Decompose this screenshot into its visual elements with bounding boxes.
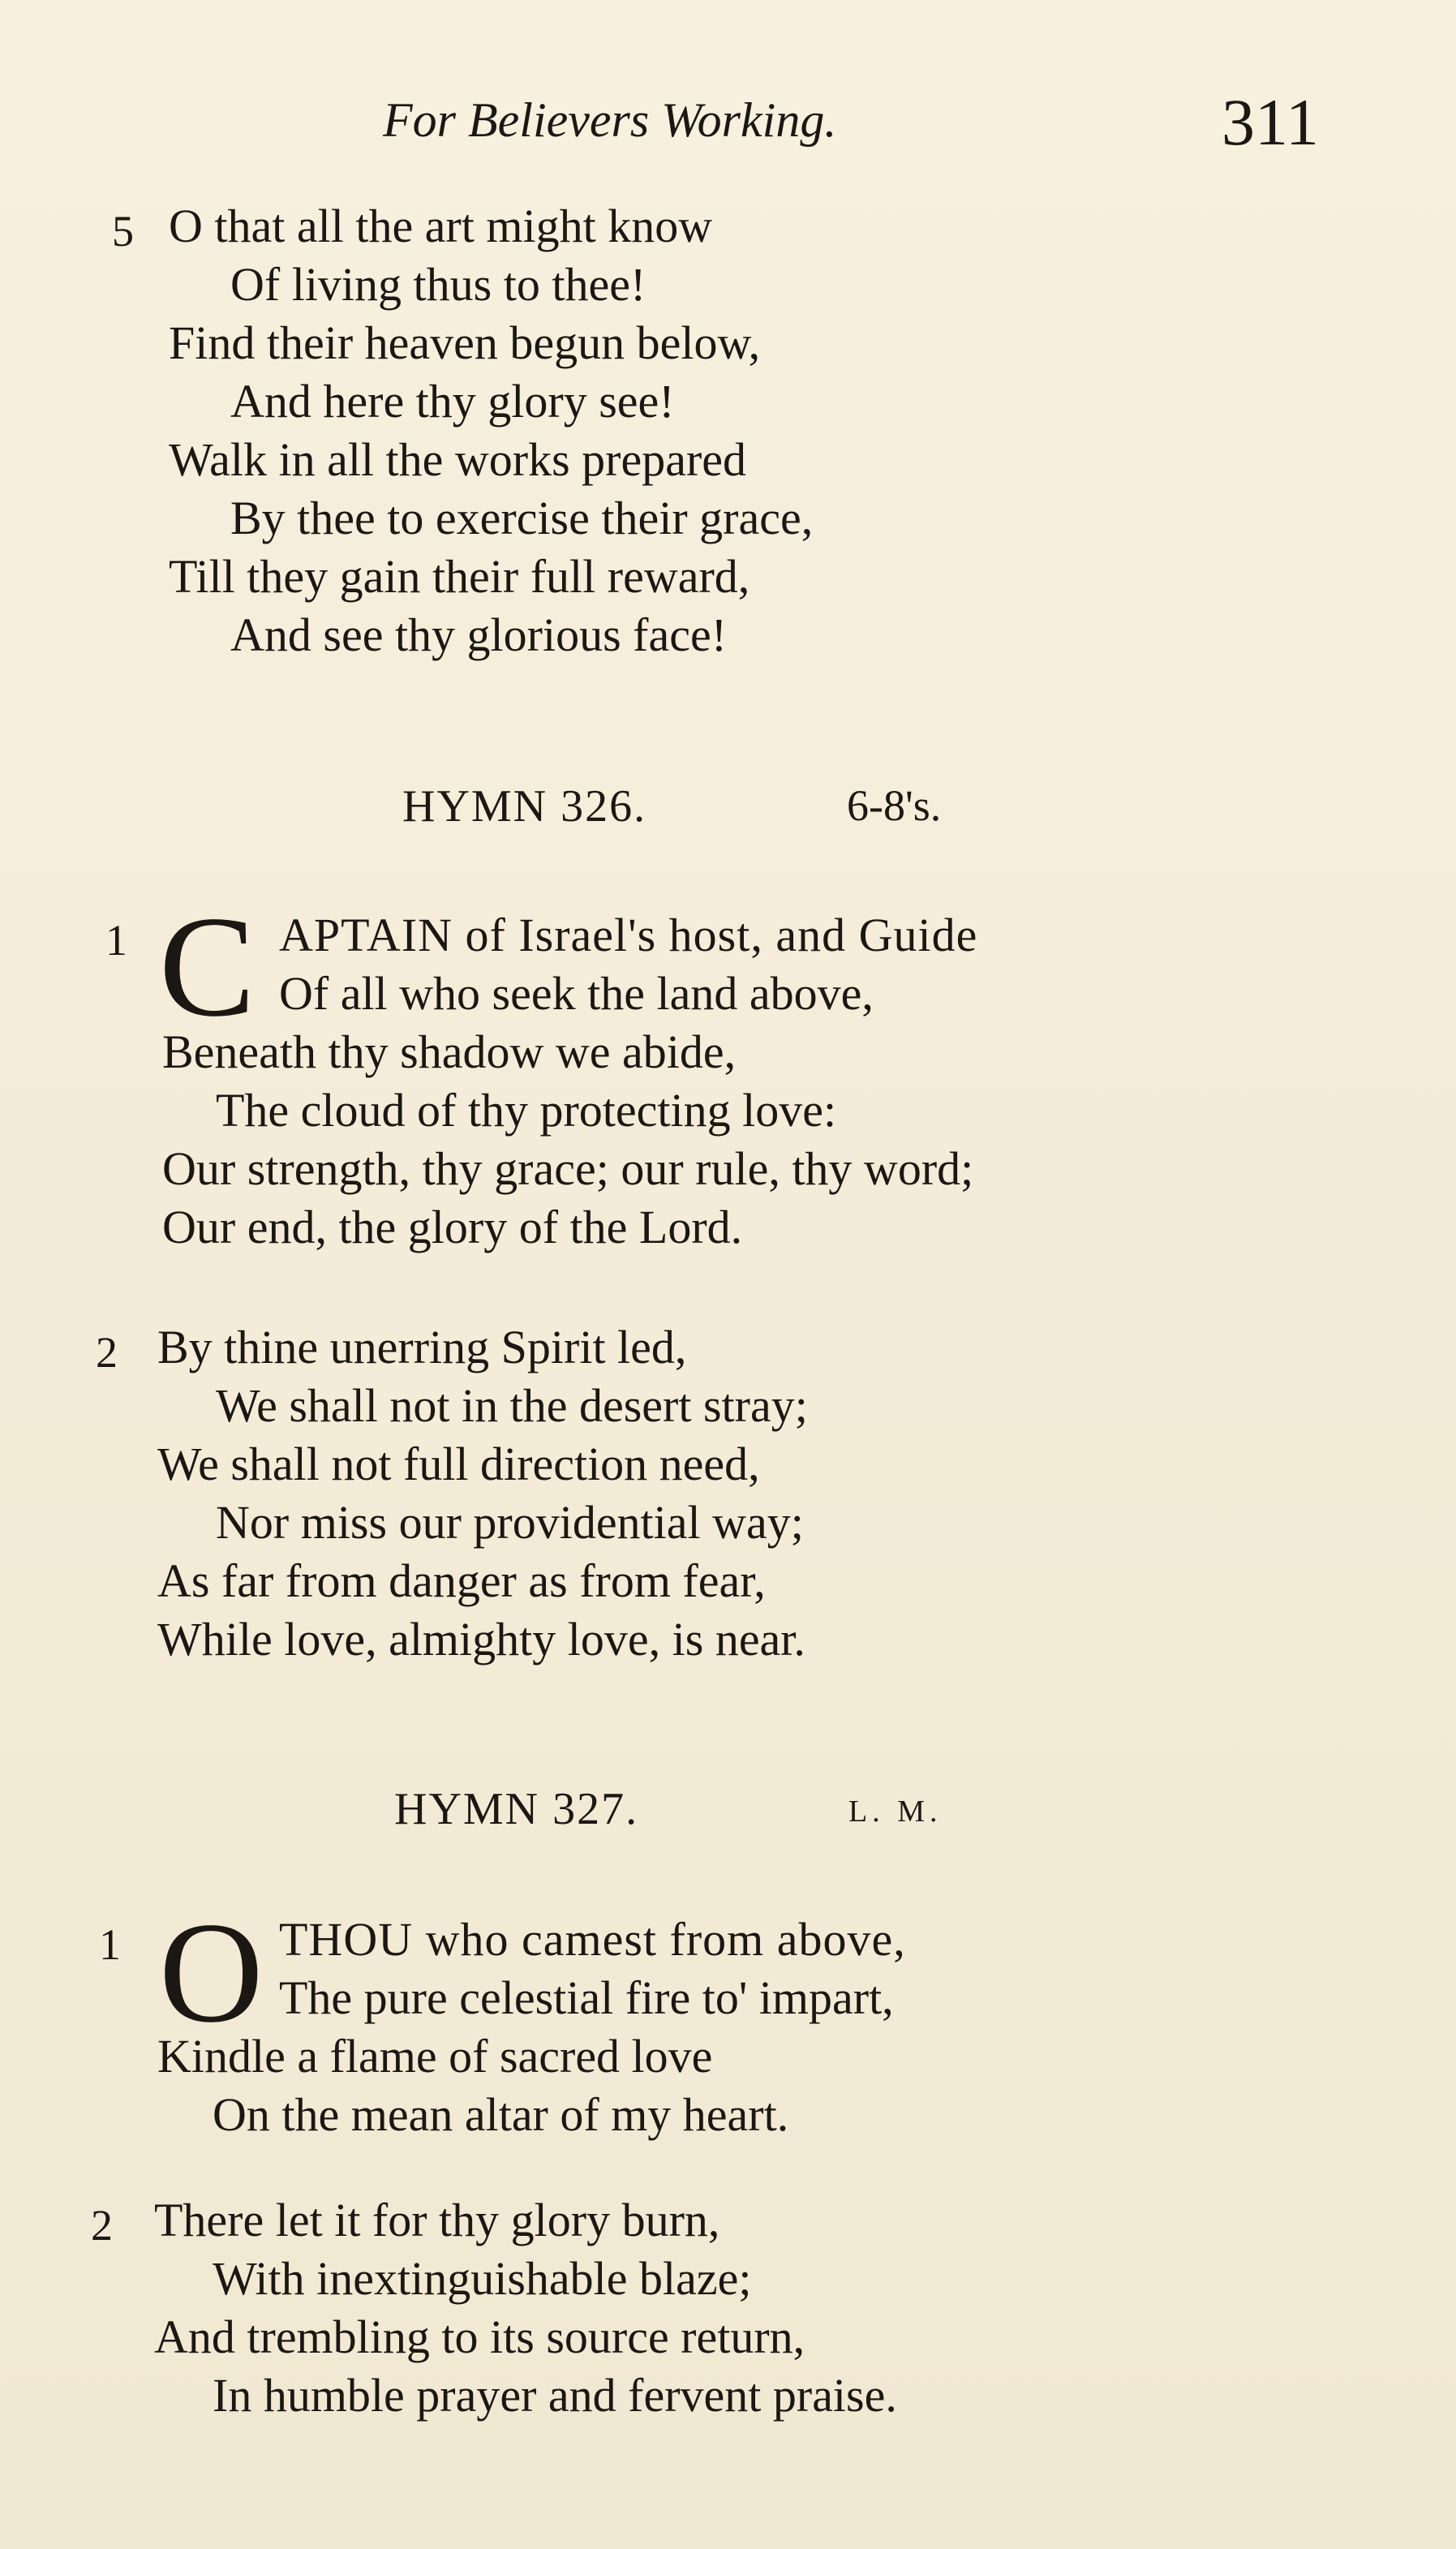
verse-line: And trembling to its source return, — [154, 2310, 805, 2363]
verse-line: The cloud of thy protecting love: — [216, 1084, 837, 1137]
verse-line: Find their heaven begun below, — [169, 316, 761, 369]
verse-line: As far from danger as from fear, — [157, 1554, 766, 1607]
verse-line: THOU who camest from above, — [279, 1913, 906, 1966]
hymn-title: HYMN 327. — [394, 1784, 639, 1834]
verse-line: While love, almighty love, is near. — [157, 1613, 805, 1666]
verse-line: Walk in all the works prepared — [169, 433, 747, 486]
stanza-number: 5 — [112, 207, 134, 256]
verse-line: With inextinguishable blaze; — [213, 2252, 752, 2305]
verse-line: Of living thus to thee! — [230, 258, 646, 311]
verse-line: Of all who seek the land above, — [279, 967, 874, 1020]
verse-line: APTAIN of Israel's host, and Guide — [279, 909, 978, 961]
verse-line: Beneath thy shadow we abide, — [162, 1025, 737, 1078]
verse-line: By thine unerring Spirit led, — [157, 1321, 687, 1373]
page-number: 311 — [1222, 85, 1319, 159]
verse-line: By thee to exercise their grace, — [230, 492, 814, 544]
verse-line: In humble prayer and fervent praise. — [213, 2369, 897, 2422]
drop-cap: C — [159, 886, 256, 1047]
verse-line: Till they gain their full reward, — [169, 550, 750, 603]
hymn-meter: 6-8's. — [847, 781, 942, 830]
running-header-title: For Believers Working. — [383, 93, 837, 147]
hymn-title: HYMN 326. — [402, 781, 647, 832]
verse-line: Our strength, thy grace; our rule, thy word; — [162, 1142, 974, 1195]
stanza-number: 1 — [99, 1920, 121, 1969]
verse-line: We shall not in the desert stray; — [216, 1379, 808, 1432]
stanza-number: 1 — [105, 916, 127, 965]
verse-line: We shall not full direction need, — [157, 1438, 760, 1490]
hymn-meter: L. M. — [848, 1795, 943, 1829]
verse-line: O that all the art might know — [169, 200, 713, 252]
verse-line: There let it for thy glory burn, — [154, 2194, 720, 2246]
stanza-number: 2 — [91, 2201, 113, 2250]
verse-line: The pure celestial fire to' impart, — [279, 1971, 894, 2024]
verse-line: Nor miss our providential way; — [216, 1496, 804, 1549]
verse-line: And see thy glorious face! — [230, 608, 728, 661]
verse-line: On the mean altar of my heart. — [213, 2088, 789, 2141]
verse-line: And here thy glory see! — [230, 375, 675, 428]
drop-cap: O — [159, 1892, 264, 2053]
stanza-number: 2 — [96, 1328, 118, 1377]
verse-line: Our end, the glory of the Lord. — [162, 1201, 743, 1253]
verse-line: Kindle a flame of sacred love — [157, 2030, 713, 2083]
